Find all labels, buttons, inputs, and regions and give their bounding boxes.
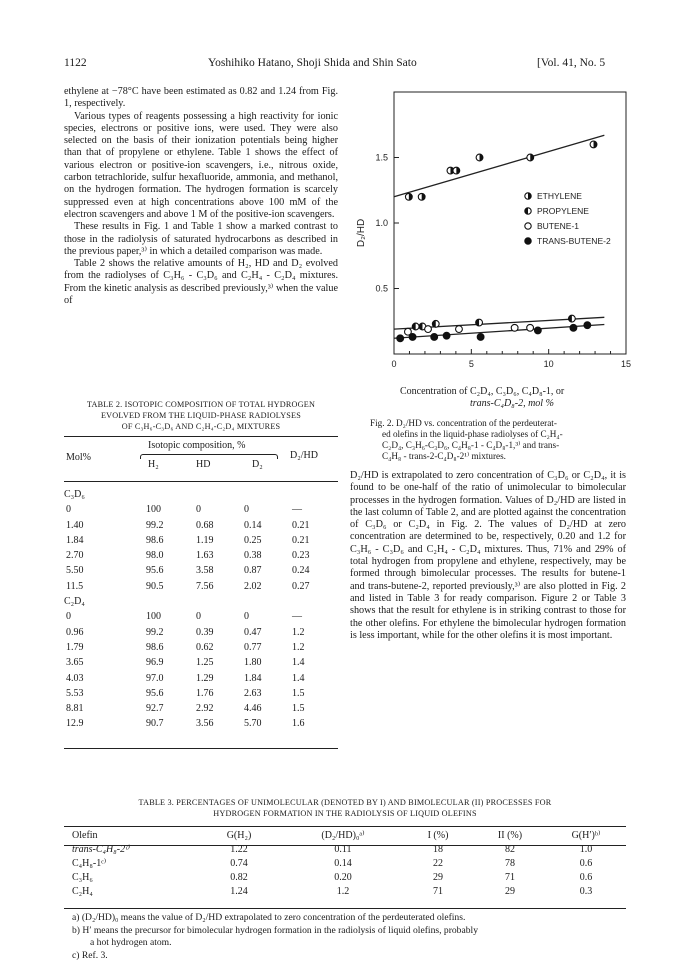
table-cell: 11.5: [66, 580, 84, 592]
table-cell: 0: [244, 504, 249, 516]
table3-top-rule: [64, 826, 626, 827]
legend-marker: [525, 208, 531, 214]
caption-line: C₂D₄, C₃H₆-C₃D₆, C₄H₈-1 - C₄D₈-1,³⁾ and trans-: [382, 440, 560, 450]
table-row: [64, 655, 338, 670]
table-cell: 0.27: [292, 580, 310, 592]
data-point-ethylene: [527, 154, 534, 161]
table-cell: 1.40: [66, 519, 84, 531]
table-cell: 95.6: [146, 565, 164, 577]
table-cell: 3.58: [196, 565, 214, 577]
table-cell: 0.20: [334, 872, 352, 883]
x-tick-label: 10: [543, 359, 554, 369]
table-row: [64, 502, 338, 517]
table-cell: 0: [196, 611, 201, 623]
column-header: G(H′)ᵇ⁾: [571, 830, 601, 841]
table-cell: 0.39: [196, 626, 214, 638]
table-cell: 0.77: [244, 641, 262, 653]
column-header: II (%): [497, 830, 523, 841]
table-cell: 1.4: [292, 672, 305, 684]
table-cell: 0.74: [230, 858, 248, 869]
table-row: [64, 518, 338, 533]
table-cell: 8.81: [66, 703, 84, 715]
table-cell: —: [292, 611, 302, 623]
table-cell: 5.50: [66, 565, 84, 577]
table-cell: trans-C₄H₈-2ᶜ⁾: [72, 844, 131, 855]
data-point-butene-1: [527, 324, 534, 331]
table-cell: 99.2: [146, 519, 164, 531]
table-cell: 0: [66, 504, 71, 516]
data-point-ethylene: [418, 193, 425, 200]
table-cell: 0: [196, 504, 201, 516]
table-row: [64, 579, 338, 594]
legend-label: TRANS-BUTENE-2: [537, 236, 611, 246]
table-row: [64, 671, 338, 686]
data-point-trans-butene-2: [477, 334, 484, 341]
group-label: C₂D₄: [64, 596, 85, 608]
column-header: (D₂/HD)₀ᵃ⁾: [321, 830, 365, 841]
table-cell: 12.9: [66, 718, 84, 730]
table3-caption: [64, 797, 626, 819]
page-number: 1122: [64, 57, 87, 69]
table-cell: 78: [505, 858, 515, 869]
table-cell: 90.5: [146, 580, 164, 592]
table-cell: 1.79: [66, 641, 84, 653]
col-head-hd: HD: [196, 459, 211, 470]
table-cell: 1.76: [196, 687, 214, 699]
column-header: I (%): [427, 830, 449, 841]
table3-bottom-rule: [64, 908, 626, 909]
table-cell: 0.11: [334, 844, 352, 855]
table-cell: 0.87: [244, 565, 262, 577]
table-cell: 1.63: [196, 550, 214, 562]
table-cell: 1.80: [244, 657, 262, 669]
table-cell: 1.19: [196, 534, 214, 546]
data-point-propylene: [568, 315, 575, 322]
col-head-ratio: D₂/HD: [290, 450, 318, 461]
table-row: [64, 533, 338, 548]
table-cell: 0.47: [244, 626, 262, 638]
table-cell: 0.23: [292, 550, 310, 562]
table-cell: 1.5: [292, 703, 305, 715]
x-tick-label: 15: [620, 359, 632, 369]
table-cell: 3.56: [196, 718, 214, 730]
table-cell: 0.6: [579, 858, 593, 869]
table-cell: 3.65: [66, 657, 84, 669]
paragraph: These results in Fig. 1 and Table 1 show a marked contrast to those in the radiolysis of saturated hydrocarbons as described in the previous paper,³⁾ in which a detailed comparison was made.: [64, 221, 338, 257]
column-header: G(H₂): [226, 830, 252, 841]
data-point-ethylene: [476, 154, 483, 161]
table-group-row: [64, 487, 338, 502]
table-row: [64, 563, 338, 578]
data-point-trans-butene-2: [443, 332, 450, 339]
table-cell: 0.82: [230, 872, 248, 883]
data-point-butene-1: [425, 326, 432, 333]
chart-xlabel-line2: trans-C₄D₈-2, mol %: [470, 398, 554, 409]
paragraph: ethylene at −78°C have been estimated as 0.82 and 1.24 from Fig. 1, respectively.: [64, 86, 338, 110]
figure2-chart: [348, 84, 638, 384]
table3: [64, 829, 626, 899]
table-cell: 7.56: [196, 580, 214, 592]
data-point-ethylene: [590, 141, 597, 148]
table-cell: 1.84: [66, 534, 84, 546]
caption-line: OF C₃H₆-C₃D₆ AND C₂H₄-C₂D₄ MIXTURES: [121, 422, 281, 431]
table-cell: 98.0: [146, 550, 164, 562]
running-authors: Yoshihiko Hatano, Shoji Shida and Shin Sato: [208, 57, 417, 69]
table-cell: 98.6: [146, 641, 164, 653]
table-row: [64, 885, 626, 899]
table-cell: 0.96: [66, 626, 84, 638]
caption-line: C₄H₈ - trans-2-C₄D₈-2¹⁾ mixtures.: [382, 451, 506, 461]
table-cell: 82: [505, 844, 515, 855]
table-cell: 1.84: [244, 672, 262, 684]
table-cell: 1.29: [196, 672, 214, 684]
data-point-butene-1: [511, 324, 518, 331]
table3-header-row: [64, 829, 626, 843]
footnote: c) Ref. 3.: [72, 949, 108, 961]
col-head-h2: H₂: [148, 459, 159, 470]
legend-label: BUTENE-1: [537, 221, 580, 231]
footnote: a) (D₂/HD)₀ means the value of D₂/HD extrapolated to zero concentration of the perdeuterated olefins.: [72, 912, 466, 923]
table-cell: 71: [505, 872, 515, 883]
table2-top-rule: [64, 436, 338, 437]
data-point-ethylene: [405, 193, 412, 200]
table-cell: 22: [433, 858, 443, 869]
legend-marker: [525, 238, 531, 244]
figure2-caption: [370, 418, 632, 462]
table-cell: 4.03: [66, 672, 84, 684]
data-point-trans-butene-2: [534, 327, 541, 334]
table-cell: 98.6: [146, 534, 164, 546]
table2-bottom-rule: [64, 748, 338, 749]
table-cell: 1.25: [196, 657, 214, 669]
table-row: [64, 716, 338, 731]
table-cell: 0.14: [334, 858, 352, 869]
table-group-row: [64, 594, 338, 609]
left-column-text: [64, 86, 338, 307]
group-label: C₃D₆: [64, 489, 85, 500]
table-cell: 29: [433, 872, 443, 883]
table-row: [64, 548, 338, 563]
table-row: [64, 871, 626, 885]
table-cell: 2.02: [244, 580, 262, 592]
table-cell: 0.38: [244, 550, 262, 562]
y-tick-label: 1.0: [375, 218, 388, 228]
paragraph: Table 2 shows the relative amounts of H₂, HD and D₂ evolved from the radiolyses of C₃H₆ - C₃D₆ and C₂H₄ - C₂D₄ mixtures. From the kinetic analysis as described previously,³⁾ when the value of: [64, 258, 338, 307]
table-cell: 29: [505, 886, 515, 897]
table-cell: 1.2: [292, 626, 305, 638]
table-cell: 0.14: [244, 519, 262, 531]
data-point-trans-butene-2: [409, 334, 416, 341]
table3-footnotes: [72, 912, 632, 962]
y-axis-label: D₂/HD: [356, 218, 367, 248]
data-point-propylene: [412, 323, 419, 330]
right-column-text: [350, 470, 626, 642]
table-cell: 4.46: [244, 703, 262, 715]
data-point-butene-1: [456, 326, 463, 333]
footnote: a hot hydrogen atom.: [90, 937, 172, 948]
chart-xlabel-line1: Concentration of C₂D₄, C₃D₆, C₄D₈-1, or: [400, 386, 565, 397]
data-point-trans-butene-2: [397, 335, 404, 342]
caption-line: TABLE 3. PERCENTAGES OF UNIMOLECULAR (DENOTED BY I) AND BIMOLECULAR (II) PROCESSES FOR: [138, 798, 552, 807]
table2-header: [64, 440, 338, 480]
table-cell: 0.24: [292, 565, 310, 577]
table-cell: 92.7: [146, 703, 164, 715]
table-cell: C₄H₈-1ᶜ⁾: [72, 858, 107, 869]
table-cell: 0.21: [292, 534, 310, 546]
col-head-isotopic: Isotopic composition, %: [148, 440, 246, 451]
y-tick-label: 0.5: [375, 283, 388, 294]
table-row: [64, 640, 338, 655]
table2-body: [64, 487, 338, 732]
table3-head-rule: [64, 845, 626, 846]
caption-line: TABLE 2. ISOTOPIC COMPOSITION OF TOTAL HYDROGEN: [86, 400, 316, 409]
table-cell: 90.7: [146, 718, 164, 730]
data-point-propylene: [432, 320, 439, 327]
table-cell: C₃H₆: [72, 872, 93, 883]
caption-line: Fig. 2. D₂/HD vs. concentration of the perdeuterat-: [370, 418, 557, 428]
table-cell: —: [292, 504, 302, 516]
table-row: [64, 609, 338, 624]
table-row: [64, 686, 338, 701]
legend-label: ETHYLENE: [537, 191, 582, 201]
table-cell: 1.0: [579, 844, 593, 855]
table-cell: 1.5: [292, 687, 305, 699]
table-row: [64, 857, 626, 871]
table-cell: 2.92: [196, 703, 214, 715]
col-head-mol: Mol%: [66, 452, 91, 463]
column-header: Olefin: [72, 830, 98, 841]
table-cell: 0.6: [579, 872, 593, 883]
table-cell: 0: [244, 611, 249, 623]
table-row: [64, 701, 338, 716]
y-tick-label: 1.5: [375, 152, 388, 163]
table-cell: 95.6: [146, 687, 164, 699]
table-cell: 5.70: [244, 718, 262, 730]
table-cell: 71: [433, 886, 443, 897]
table-cell: 96.9: [146, 657, 164, 669]
table-cell: 1.4: [292, 657, 305, 669]
legend-label: PROPYLENE: [537, 206, 589, 216]
table2-caption: [64, 399, 338, 432]
table-cell: 0.62: [196, 641, 214, 653]
fit-line: [394, 135, 604, 197]
data-point-trans-butene-2: [570, 324, 577, 331]
table-cell: 2.70: [66, 550, 84, 562]
footnote: b) H′ means the precursor for bimolecular hydrogen formation in the radiolysis of liquid olefins, probably: [72, 924, 479, 936]
table-cell: 0.21: [292, 519, 310, 531]
table-cell: 5.53: [66, 687, 84, 699]
table-cell: 18: [433, 844, 443, 855]
table-cell: 0.3: [579, 886, 593, 897]
table-cell: 0: [66, 611, 71, 623]
chart-svg: [348, 84, 638, 384]
legend-marker: [525, 193, 531, 199]
table2-head-rule: [64, 481, 338, 482]
table-cell: 100: [146, 611, 161, 623]
table-cell: 100: [146, 504, 161, 516]
caption-line: HYDROGEN FORMATION IN THE RADIOLYSIS OF LIQUID OLEFINS: [213, 809, 477, 818]
plot-frame: [394, 92, 626, 354]
table-cell: 1.2: [336, 886, 350, 897]
table-cell: C₂H₄: [72, 886, 93, 897]
caption-line: ed olefins in the liquid-phase radiolyses of C₂H₄-: [382, 429, 563, 439]
data-point-ethylene: [453, 167, 460, 174]
data-point-propylene: [476, 319, 483, 326]
caption-line: EVOLVED FROM THE LIQUID-PHASE RADIOLYSES: [100, 411, 302, 420]
table-cell: 1.22: [230, 844, 248, 855]
data-point-trans-butene-2: [584, 322, 591, 329]
x-tick-label: 5: [468, 359, 474, 369]
table-cell: 1.24: [230, 886, 248, 897]
x-tick-label: 0: [391, 359, 397, 369]
table-cell: 99.2: [146, 626, 164, 638]
table-cell: 97.0: [146, 672, 164, 684]
legend-marker: [525, 223, 531, 229]
data-point-trans-butene-2: [431, 334, 438, 341]
col-head-d2: D₂: [252, 459, 263, 470]
table-row: [64, 625, 338, 640]
table-cell: 1.2: [292, 641, 305, 653]
table-cell: 0.25: [244, 534, 262, 546]
paragraph: Various types of reagents possessing a high reactivity for ionic species, electrons or positive ions, were used. They were also selected on the basis of their ionization potentials being higher than that of propylene or ethylene. Table 1 shows the effect of various electron or positive-ion scavengers, i.e., nitrous oxide, carbon tetrachloride, sulfur hexafluoride, ammonia, and methanol, on the hydrogen formation. The hydrogen formation is scarcely suppressed even at high concentrations above 100 mM of the electron scavengers and above 1 M of the positive-ion scavengers.: [64, 110, 338, 220]
table-cell: 2.63: [244, 687, 262, 699]
table-cell: 0.68: [196, 519, 214, 531]
table-cell: 1.6: [292, 718, 305, 730]
paragraph: D₂/HD is extrapolated to zero concentration of C₃D₆ or C₂D₄, it is found to be one-half of the ratio of unimolecular to bimolecular processes in the hydrogen formation. Values of D₂/HD are listed in the last column of Table 2, and are plotted against the concentration of C₃D₆ or C₂D₄ in Fig. 2. The values of D₂/HD at zero concentration are determined to be, respectively, 0.20 and 1.2 for C₃H₆ - C₃D₆ and C₂H₄ - C₂D₄ mixtures. Thus, 71% and 29% of total hydrogen from propylene and ethylene, respectively, may be formed through bimolecular processes. The results for butene-1 and trans-butene-2, reported previously,³⁾ are also plotted in Fig. 2 and listed in Table 3 for ready comparison. Figure 2 or Table 3 shows that the result for ethylene is in striking contrast to those for the other olefins. For ethylene the bimolecular hydrogen formation is less important, while for the other olefins it is most important.: [350, 470, 626, 641]
volume-info: [Vol. 41, No. 5: [537, 57, 606, 69]
